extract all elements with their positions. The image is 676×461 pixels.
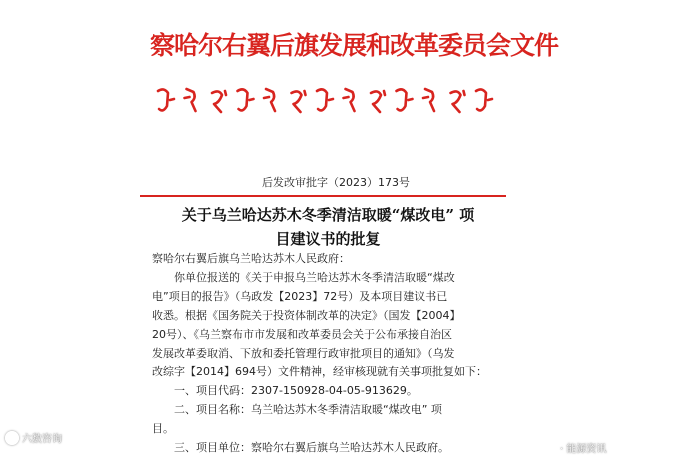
watermark-right: · 能源资讯 [560,444,607,455]
mongolian-glyph [451,91,465,112]
paragraph-1-line-6: 改综字【2014】694号）文件精神，经审核现就有关事项批复如下： [152,365,487,379]
mongolian-glyph [371,91,385,112]
mongolian-glyph [264,89,275,111]
document-header-title: 察哈尔右翼后旗发展和改革委员会文件 [150,31,559,60]
red-divider-rule [140,195,506,197]
item-project-name-line-1: 二、项目名称：乌兰哈达苏木冬季清洁取暖“煤改电” 项 [174,403,442,417]
paragraph-1-line-1: 你单位报送的《关于申报乌兰哈达苏木冬季清洁取暖“煤改 [174,270,455,284]
mongolian-glyph [344,89,355,111]
mongolian-glyph [397,89,413,110]
watermark-left-text: 六数咨询 [22,434,62,445]
document-body [152,250,512,458]
reply-title [138,203,518,251]
reply-title-line-2: 目建议书的批复 [275,230,381,248]
watermark-logo-icon [5,431,19,445]
paragraph-1-line-5: 发展改革委取消、下放和委托管理行政审批项目的通知》（乌发 [152,346,455,360]
paragraph-1-line-3: 收悉。根据《国务院关于投资体制改革的决定》（国发【2004】 [152,308,461,322]
addressee: 察哈尔右翼后旗乌兰哈达苏木人民政府： [152,252,350,265]
watermark-left [5,430,62,445]
mongolian-glyph [423,89,434,111]
document-number: 后发改审批字（2023）173号 [262,176,410,189]
paragraph-1-line-2: 电”项目的报告》（乌政发【2023】72号）及本项目建议书已 [152,289,448,303]
mongolian-glyph [212,91,226,112]
paragraph-1-line-4: 20号）、《乌兰察布市市发展和改革委员会关于公布承接自治区 [152,327,452,341]
reply-title-line-1: 关于乌兰哈达苏木冬季清洁取暖“煤改电” 项 [181,206,475,224]
mongolian-glyph [238,89,254,110]
mongolian-glyph [476,89,492,110]
mongolian-glyph [158,89,174,110]
mongolian-glyph [185,89,196,111]
mongolian-glyph [292,91,306,112]
item-project-code: 一、项目代码：2307-150928-04-05-913629。 [174,384,418,398]
item-project-unit: 三、项目单位：察哈尔右翼后旗乌兰哈达苏木人民政府。 [174,441,449,455]
mongolian-glyph [317,89,333,110]
mongolian-script-header [150,82,500,118]
item-project-name-line-2: 目。 [152,422,174,436]
